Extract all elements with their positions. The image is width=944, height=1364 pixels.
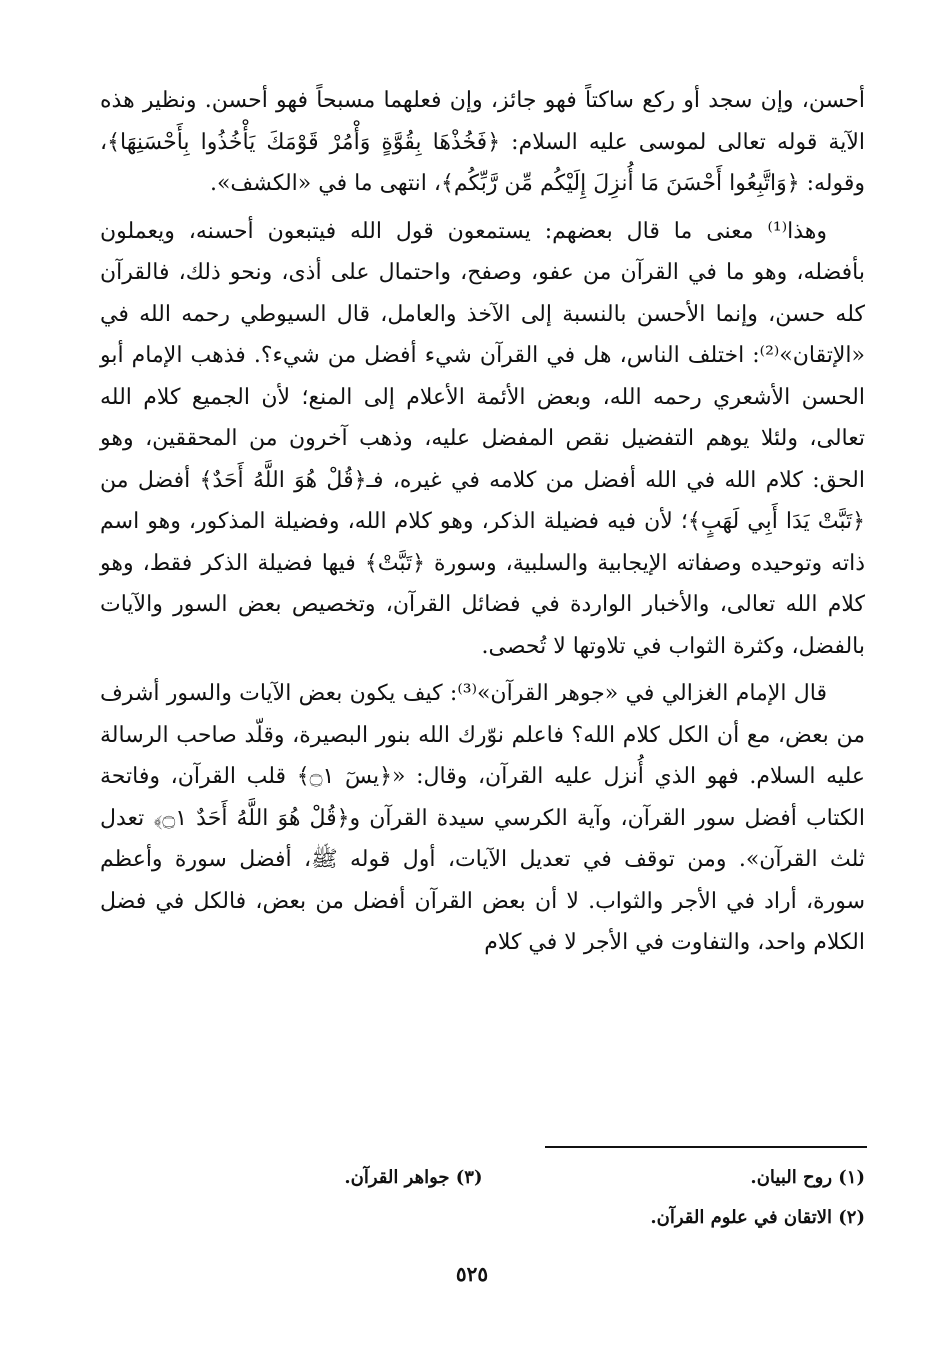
footnote-2: (٢) الاتقان في علوم القرآن.: [650, 1207, 865, 1228]
footnote-row-2: [100, 1198, 865, 1238]
paragraph-3: قال الإمام الغزالي في «جوهر القرآن»⁽³⁾: كيف يكون بعض الآيات والسور أشرف من بعض، مع أن الكل كلام الله؟ فاعلم نوّرك الله بنور البصيرة، وقلّد صاحب الرسالة عليه السلام. فهو الذي أُنزل عليه القرآن، وقال: «﴿يسٓ ۝١﴾ قلب القرآن، وفاتحة الكتاب أفضل سور القرآن، وآية الكرسي سيدة القرآن و﴿قُلْ هُوَ اللَّهُ أَحَدٌ ۝١﴾ تعدل ثلث القرآن». ومن توقف في تعديل الآيات، أول قوله ﷺ، أفضل سورة وأعظم سورة، أراد في الأجر والثواب. لا أن بعض القرآن أفضل من بعض، فالكل في فضل الكلام واحد، والتفاوت في الأجر لا في كلام: [100, 681, 865, 955]
footnote-1: (١) روح البيان.: [750, 1167, 865, 1188]
footnote-3: (٣) جواهر القرآن.: [344, 1167, 483, 1188]
footnotes: [100, 1158, 865, 1238]
paragraph-2: وهذا⁽¹⁾ معنى ما قال بعضهم: يستمعون قول الله فيتبعون أحسنه، ويعملون بأفضله، وهو ما في القرآن من عفو، وصفح، واحتمال على أذى، ونحو ذلك، فالقرآن كله حسن، وإنما الأحسن بالنسبة إلى الآخذ والعامل، قال السيوطي رحمه الله في «الإتقان»⁽²⁾: اختلف الناس، هل في القرآن شيء أفضل من شيء؟. فذهب الإمام أبو الحسن الأشعري رحمه الله، وبعض الأئمة الأعلام إلى المنع؛ لأن الجميع كلام الله تعالى، ولئلا يوهم التفضيل نقص المفضل عليه، وذهب آخرون من المحققين، وهو الحق: كلام الله في الله أفضل من كلامه في غيره، فـ﴿قُلْ هُوَ اللَّهُ أَحَدٌ﴾ أفضل من ﴿تَبَّتْ يَدَا أَبِي لَهَبٍ﴾؛ لأن فيه فضيلة الذكر، وهو كلام الله، وفضيلة المذكور، وهو اسم ذاته وتوحيده وصفاته الإيجابية والسلبية، وسورة ﴿تَبَّتْ﴾ فيها فضيلة الذكر فقط، وهو كلام الله تعالى، والأخبار الواردة في فضائل القرآن، وتخصيص بعض السور والآيات بالفضل، وكثرة الثواب في تلاوتها لا تُحصى.: [100, 218, 865, 659]
page-body: [100, 80, 865, 964]
paragraph-1: أحسن، وإن سجد أو ركع ساكتاً فهو جائز، وإن فعلهما مسبحاً فهو أحسن. ونظير هذه الآية قوله تعالى لموسى عليه السلام: ﴿فَخُذْهَا بِقُوَّةٍ وَأْمُرْ قَوْمَكَ يَأْخُذُوا بِأَحْسَنِهَا﴾، وقوله: ﴿وَاتَّبِعُوا أَحْسَنَ مَا أُنزِلَ إِلَيْكُم مِّن رَّبِّكُم﴾، انتهى ما في «الكشف».: [100, 88, 865, 196]
footnote-row-1: [100, 1158, 865, 1198]
footnote-divider: [545, 1146, 867, 1148]
page-number: ٥٢٥: [455, 1262, 489, 1286]
